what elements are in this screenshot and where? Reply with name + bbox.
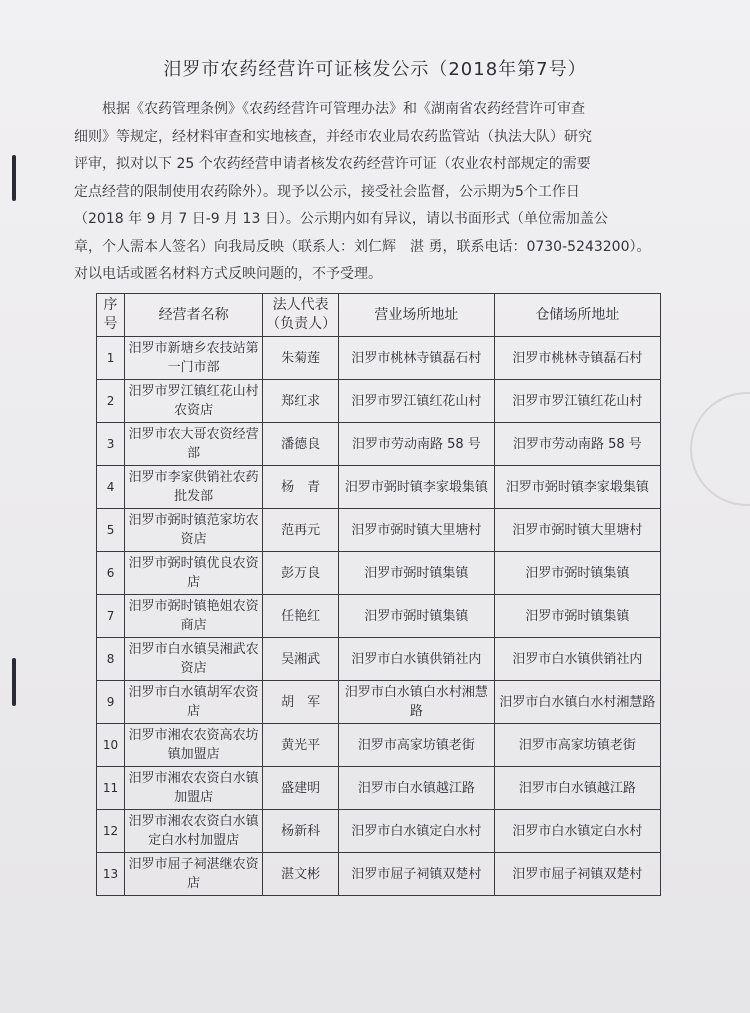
cell-legal-representative: 任艳红: [263, 595, 339, 638]
cell-business-address: 汨罗市罗江镇红花山村: [338, 380, 494, 423]
cell-legal-representative: 范再元: [263, 509, 339, 552]
cell-number: 7: [97, 595, 125, 638]
cell-storage-address: 汨罗市弼时镇大里塘村: [494, 509, 660, 552]
header-business-address: 营业场所地址: [338, 294, 494, 337]
paragraph-line: （2018 年 9 月 7 日-9 月 13 日）。公示期内如有异议，请以书面形式（单位需加盖公: [74, 211, 608, 227]
binder-hole-mark-top: [12, 155, 16, 201]
header-legal-representative: 法人代表（负责人）: [263, 294, 339, 337]
cell-business-address: 汨罗市弼时镇集镇: [338, 595, 494, 638]
cell-storage-address: 汨罗市白水镇越江路: [494, 767, 660, 810]
cell-storage-address: 汨罗市弼时镇李家塅集镇: [494, 466, 660, 509]
cell-business-address: 汨罗市白水镇白水村湘慧路: [338, 681, 494, 724]
cell-number: 12: [97, 810, 125, 853]
cell-number: 5: [97, 509, 125, 552]
cell-operator-name: 汨罗市新塘乡农技站第一门市部: [125, 337, 263, 380]
cell-business-address: 汨罗市桃林寺镇磊石村: [338, 337, 494, 380]
cell-operator-name: 汨罗市弼时镇艳姐农资商店: [125, 595, 263, 638]
table-header-row: [97, 294, 661, 337]
cell-storage-address: 汨罗市白水镇定白水村: [494, 810, 660, 853]
table-row: [97, 853, 661, 896]
table-row: [97, 724, 661, 767]
paragraph-line: 根据《农药管理条例》《农药经营许可管理办法》和《湖南省农药经营许可审查: [102, 101, 585, 117]
cell-storage-address: 汨罗市白水镇供销社内: [494, 638, 660, 681]
cell-operator-name: 汨罗市农大哥农资经营部: [125, 423, 263, 466]
cell-number: 9: [97, 681, 125, 724]
cell-legal-representative: 杨 青: [263, 466, 339, 509]
table-row: [97, 681, 661, 724]
cell-number: 3: [97, 423, 125, 466]
cell-legal-representative: 郑红求: [263, 380, 339, 423]
faint-seal-stamp: [690, 392, 750, 506]
table-row: [97, 466, 661, 509]
table-row: [97, 810, 661, 853]
table-row: [97, 552, 661, 595]
table-row: [97, 595, 661, 638]
cell-storage-address: 汨罗市高家坊镇老街: [494, 724, 660, 767]
paragraph-line: 对以电话或匿名材料方式反映问题的，不予受理。: [74, 266, 382, 282]
cell-storage-address: 汨罗市罗江镇红花山村: [494, 380, 660, 423]
table-row: [97, 509, 661, 552]
paragraph-line: 评审，拟对以下 25 个农药经营申请者核发农药经营许可证（农业农村部规定的需要: [74, 156, 591, 172]
table-row: [97, 380, 661, 423]
cell-number: 10: [97, 724, 125, 767]
cell-number: 13: [97, 853, 125, 896]
cell-storage-address: 汨罗市白水镇白水村湘慧路: [494, 681, 660, 724]
cell-storage-address: 汨罗市劳动南路 58 号: [494, 423, 660, 466]
header-operator-name: 经营者名称: [125, 294, 263, 337]
cell-operator-name: 汨罗市弼时镇优良农资店: [125, 552, 263, 595]
cell-number: 1: [97, 337, 125, 380]
cell-operator-name: 汨罗市白水镇胡军农资店: [125, 681, 263, 724]
cell-business-address: 汨罗市高家坊镇老街: [338, 724, 494, 767]
cell-business-address: 汨罗市白水镇越江路: [338, 767, 494, 810]
cell-operator-name: 汨罗市弼时镇范家坊农资店: [125, 509, 263, 552]
cell-business-address: 汨罗市白水镇定白水村: [338, 810, 494, 853]
document-title: 汨罗市农药经营许可证核发公示（2018年第7号）: [163, 59, 587, 80]
cell-storage-address: 汨罗市弼时镇集镇: [494, 595, 660, 638]
cell-legal-representative: 湛文彬: [263, 853, 339, 896]
cell-operator-name: 汨罗市屈子祠湛继农资店: [125, 853, 263, 896]
paragraph-line: 章，个人需本人签名）向我局反映（联系人：刘仁辉 湛 勇，联系电话：0730-5243200）。: [74, 238, 651, 255]
table-row: [97, 767, 661, 810]
cell-number: 11: [97, 767, 125, 810]
cell-business-address: 汨罗市弼时镇李家塅集镇: [338, 466, 494, 509]
cell-operator-name: 汨罗市湘农农资高农坊镇加盟店: [125, 724, 263, 767]
cell-legal-representative: 吴湘武: [263, 638, 339, 681]
cell-legal-representative: 杨新科: [263, 810, 339, 853]
cell-operator-name: 汨罗市罗江镇红花山村农资店: [125, 380, 263, 423]
cell-legal-representative: 盛建明: [263, 767, 339, 810]
table-row: [97, 337, 661, 380]
cell-legal-representative: 彭万良: [263, 552, 339, 595]
paragraph-line: 细则》等规定，经材料审查和实地核查，并经市农业局农药监管站（执法大队）研究: [74, 128, 592, 145]
notice-paragraph: [74, 96, 666, 289]
cell-legal-representative: 朱菊莲: [263, 337, 339, 380]
cell-operator-name: 汨罗市湘农农资白水镇定白水村加盟店: [125, 810, 263, 853]
table-row: [97, 423, 661, 466]
header-number: 序号: [97, 294, 125, 337]
cell-legal-representative: 潘德良: [263, 423, 339, 466]
cell-business-address: 汨罗市劳动南路 58 号: [338, 423, 494, 466]
cell-number: 6: [97, 552, 125, 595]
cell-operator-name: 汨罗市李家供销社农药批发部: [125, 466, 263, 509]
paragraph-line: 定点经营的限制使用农药除外）。现予以公示，接受社会监督，公示期为5个工作日: [74, 183, 580, 200]
table-row: [97, 638, 661, 681]
cell-business-address: 汨罗市弼时镇大里塘村: [338, 509, 494, 552]
cell-business-address: 汨罗市弼时镇集镇: [338, 552, 494, 595]
cell-storage-address: 汨罗市屈子祠镇双楚村: [494, 853, 660, 896]
cell-storage-address: 汨罗市弼时镇集镇: [494, 552, 660, 595]
cell-storage-address: 汨罗市桃林寺镇磊石村: [494, 337, 660, 380]
cell-legal-representative: 胡 军: [263, 681, 339, 724]
cell-number: 8: [97, 638, 125, 681]
binder-hole-mark-bottom: [12, 658, 16, 706]
cell-operator-name: 汨罗市白水镇吴湘武农资店: [125, 638, 263, 681]
cell-business-address: 汨罗市白水镇供销社内: [338, 638, 494, 681]
cell-number: 2: [97, 380, 125, 423]
header-storage-address: 仓储场所地址: [494, 294, 660, 337]
cell-operator-name: 汨罗市湘农农资白水镇加盟店: [125, 767, 263, 810]
cell-number: 4: [97, 466, 125, 509]
permit-table: [96, 293, 661, 896]
cell-legal-representative: 黄光平: [263, 724, 339, 767]
cell-business-address: 汨罗市屈子祠镇双楚村: [338, 853, 494, 896]
